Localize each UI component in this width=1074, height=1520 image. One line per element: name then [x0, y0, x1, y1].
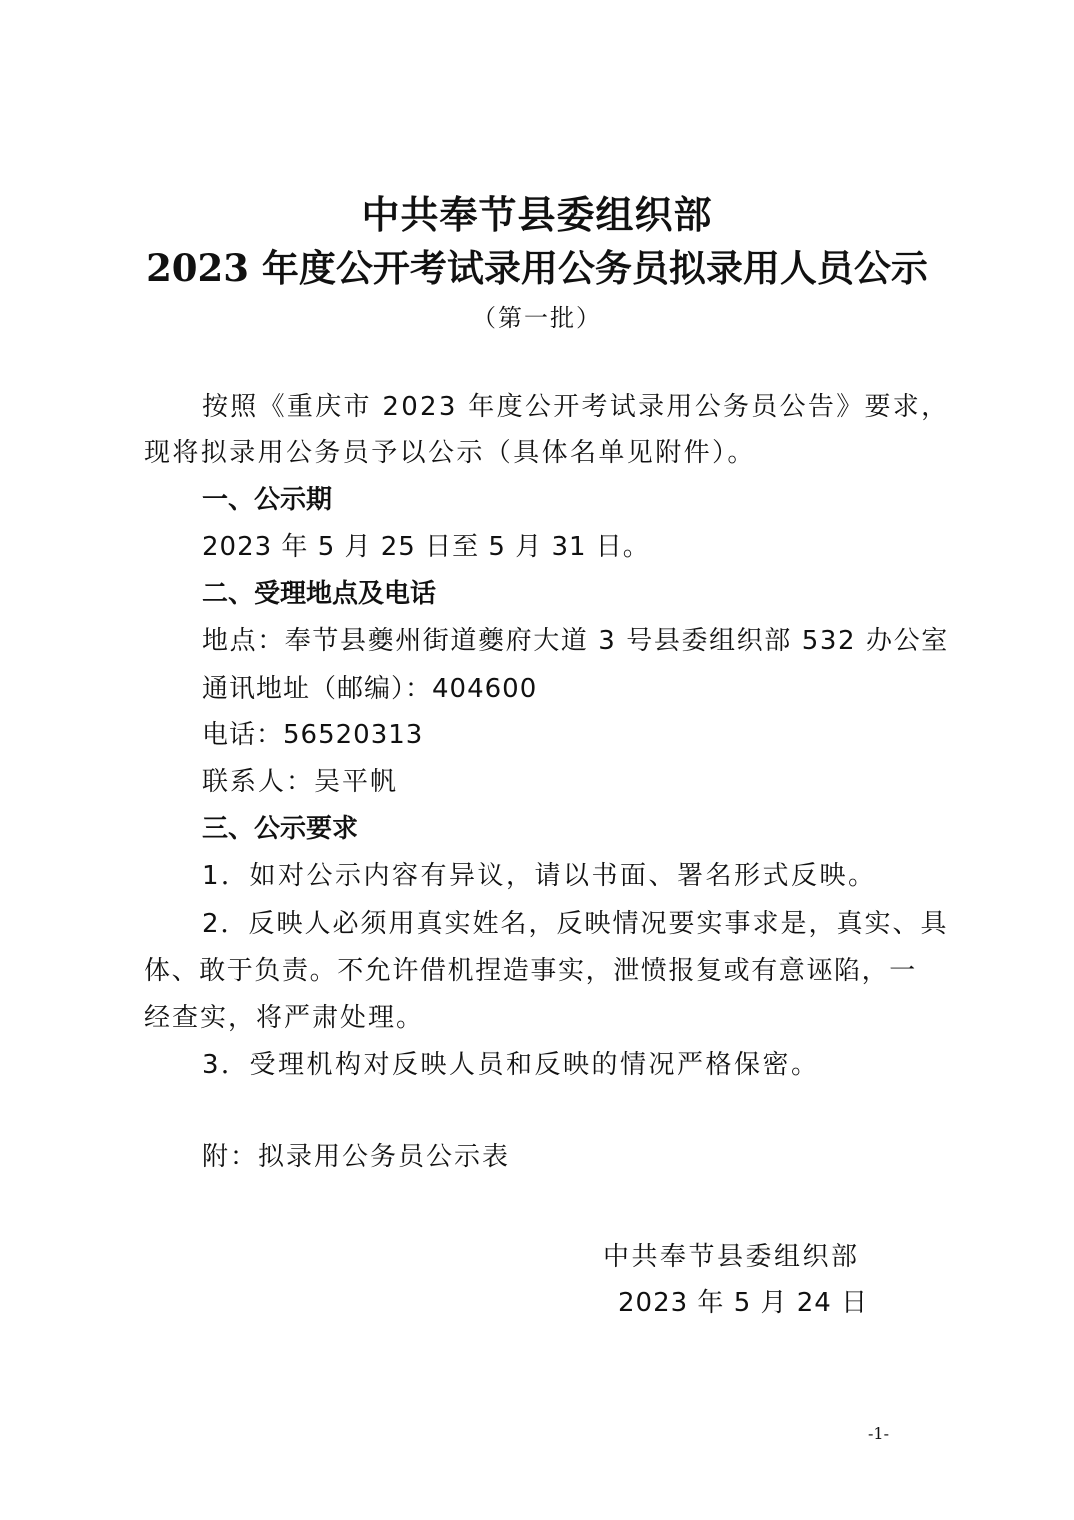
phone-text: 电话：56520313 [202, 720, 424, 750]
document-title: 2023 年度公开考试录用公务员拟录用人员公示 [146, 246, 928, 290]
section-heading-requirements: 三、公示要求 [202, 814, 359, 844]
intro-line-1: 按照《重庆市 2023 年度公开考试录用公务员公告》要求， [202, 392, 950, 422]
page-number: -1- [868, 1424, 889, 1443]
intro-line-2: 现将拟录用公务员予以公示（具体名单见附件）。 [144, 438, 756, 468]
signature-date: 2023 年 5 月 24 日 [618, 1288, 869, 1318]
address-text: 地点：奉节县夔州街道夔府大道 3 号县委组织部 532 办公室 [202, 626, 949, 656]
contact-person-text: 联系人：吴平帆 [202, 767, 399, 797]
signature-org: 中共奉节县委组织部 [603, 1242, 860, 1272]
requirement-2-line-1: 2．反映人必须用真实姓名，反映情况要实事求是，真实、具 [202, 909, 949, 939]
requirement-2-line-3: 经查实，将严肃处理。 [144, 1003, 425, 1033]
requirement-1: 1．如对公示内容有异议，请以书面、署名形式反映。 [202, 861, 877, 891]
postal-text: 通讯地址（邮编）：404600 [202, 674, 538, 704]
document-title-org: 中共奉节县委组织部 [361, 192, 713, 237]
requirement-3: 3．受理机构对反映人员和反映的情况严格保密。 [202, 1050, 820, 1080]
attachment-note: 附：拟录用公务员公示表 [202, 1142, 511, 1172]
section-heading-contact: 二、受理地点及电话 [202, 579, 437, 609]
period-text: 2023 年 5 月 25 日至 5 月 31 日。 [202, 532, 650, 562]
requirement-2-line-2: 体、敢于负责。不允许借机捏造事实，泄愤报复或有意诬陷，一 [144, 956, 917, 986]
section-heading-period: 一、公示期 [202, 485, 333, 515]
document-subtitle: （第一批） [472, 304, 602, 332]
